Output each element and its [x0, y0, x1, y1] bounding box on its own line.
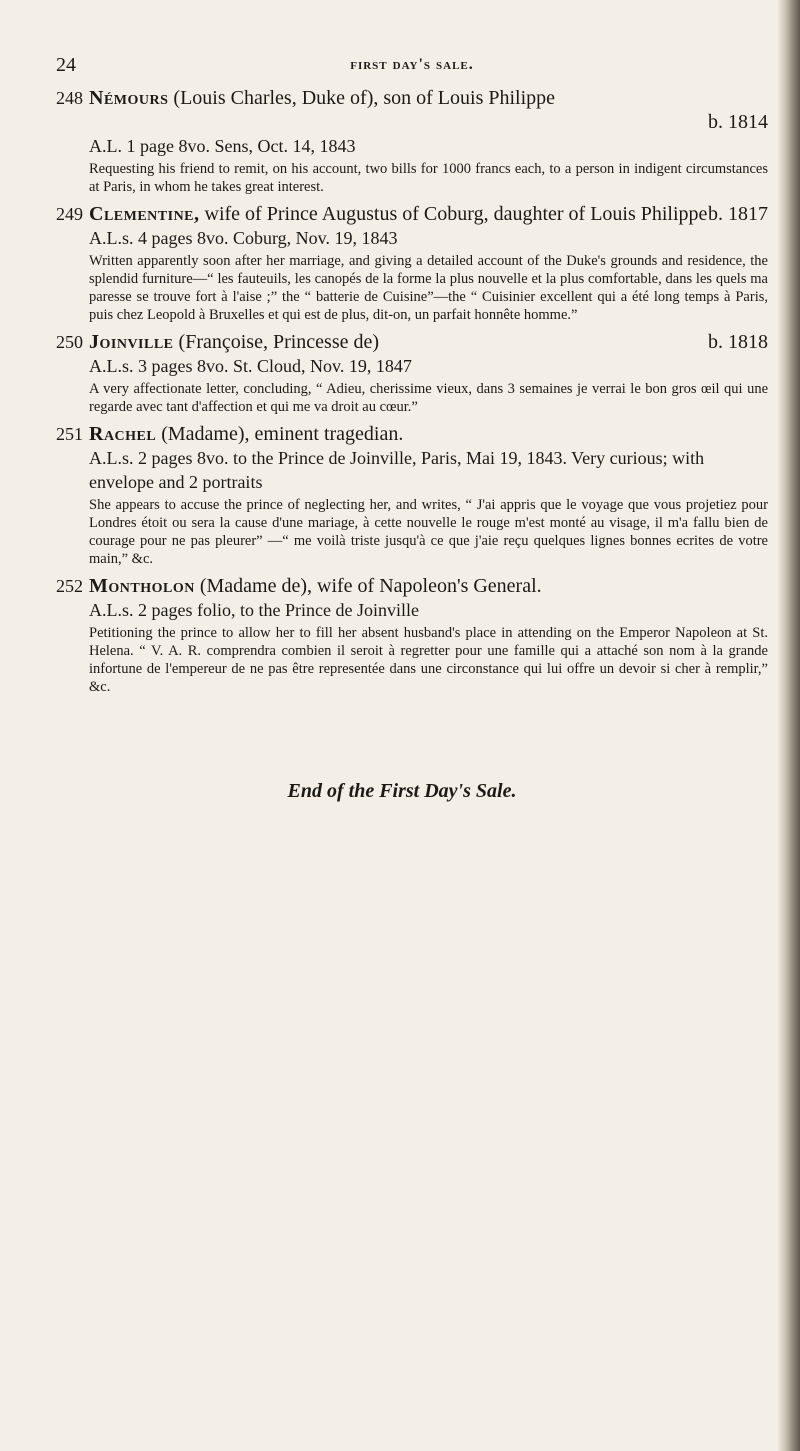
lot-number: 249 [56, 204, 83, 224]
lot-number: 250 [56, 332, 83, 352]
page-header [56, 54, 768, 84]
lot-number: 251 [56, 424, 83, 444]
lot-name: Némours [89, 87, 169, 109]
lot-heading [56, 330, 768, 354]
lot-252 [56, 574, 768, 696]
lot-heading [56, 422, 768, 446]
page-number: 24 [56, 54, 76, 76]
lot-note: Written apparently soon after her marriage, and giving a detailed account of the Duke's grounds and residence, the splendid furniture—“ les fauteuils, les canopés de la forme la plus nouvelle et la plus comfortable, dans les quels ma paresse se trouve fort à l'aise ;” the “ batterie de Cuisine”—the “ Cuisinier excellent qui a été long temps à Paris, puis chez Leopold à Bruxelles et qui est de plus, dit-on, un parfait honnête homme.” [89, 253, 768, 323]
lot-name: Rachel [89, 423, 157, 445]
lot-note: Requesting his friend to remit, on his account, two bills for 1000 francs each, to a person in indigent circumstances at Paris, in whom he takes great interest. [89, 161, 768, 195]
lot-description: wife of Prince Augustus of Coburg, daughter of Louis Philippe [204, 203, 708, 225]
lot-name: Clementine, [89, 203, 200, 225]
lot-specification: A.L.s. 3 pages 8vo. St. Cloud, Nov. 19, 1847 [89, 356, 412, 376]
lot-name: Joinville [89, 331, 174, 353]
lot-specification: A.L. 1 page 8vo. Sens, Oct. 14, 1843 [89, 136, 356, 156]
lot-note: She appears to accuse the prince of neglecting her, and writes, “ J'ai appris que le voyage que vous projetiez pour Londres étoit ou sera la cause d'une mariage, à cette nouvelle le rouge m'est monté au visage, il m'a fallu bien de courage pour ne pas pleurer” —“ me voilà triste jusqu'à ce que j'aie reçu quelques lignes bonnes ecrites de votre main,” &c. [89, 497, 768, 567]
lot-249 [56, 202, 768, 324]
lot-description: (Louis Charles, Duke of), son of Louis Philippe [173, 87, 556, 109]
lot-description: (Madame), eminent tragedian. [161, 423, 404, 445]
lot-specification: A.L.s. 2 pages folio, to the Prince de Joinville [89, 600, 419, 620]
lot-name: Montholon [89, 575, 195, 597]
lot-note: Petitioning the prince to allow her to fill her absent husband's place in attending on the Emperor Napoleon at St. Helena. “ V. A. R. comprendra combien il seroit à regretter pour une famille qui a attaché son nom à la grande infortune de l'empereur de ne pas être representée dans une circonstance qui lui offre un devoir si cher à remplir,” &c. [89, 625, 768, 695]
lot-heading [56, 202, 768, 226]
lot-heading [56, 574, 768, 598]
lot-birth-year: b. 1814 [708, 111, 768, 133]
lot-specification: A.L.s. 2 pages 8vo. to the Prince de Joinville, Paris, Mai 19, 1843. Very curious; with envelope and 2 portraits [89, 448, 705, 492]
lot-heading [56, 86, 768, 134]
lot-number: 252 [56, 576, 83, 596]
lot-description: (Françoise, Princesse de) [178, 331, 380, 353]
lot-number: 248 [56, 88, 83, 108]
running-title: first day's sale. [350, 56, 474, 73]
lot-birth-year: b. 1817 [708, 203, 768, 225]
lot-description: (Madame de), wife of Napoleon's General. [199, 575, 542, 597]
page-edge [778, 0, 800, 1451]
lot-250 [56, 330, 768, 416]
lot-248 [56, 86, 768, 196]
end-of-sale-note: End of the First Day's Sale. [287, 780, 517, 802]
lot-251 [56, 422, 768, 568]
lot-specification: A.L.s. 4 pages 8vo. Coburg, Nov. 19, 1843 [89, 228, 398, 248]
lot-note: A very affectionate letter, concluding, “ Adieu, cherissime vieux, dans 3 semaines je verrai le bon gros œil qui une regarde avec tant d'affection et qui me va droit au cœur.” [89, 381, 768, 415]
lot-birth-year: b. 1818 [708, 331, 768, 353]
catalogue-page [56, 54, 768, 803]
